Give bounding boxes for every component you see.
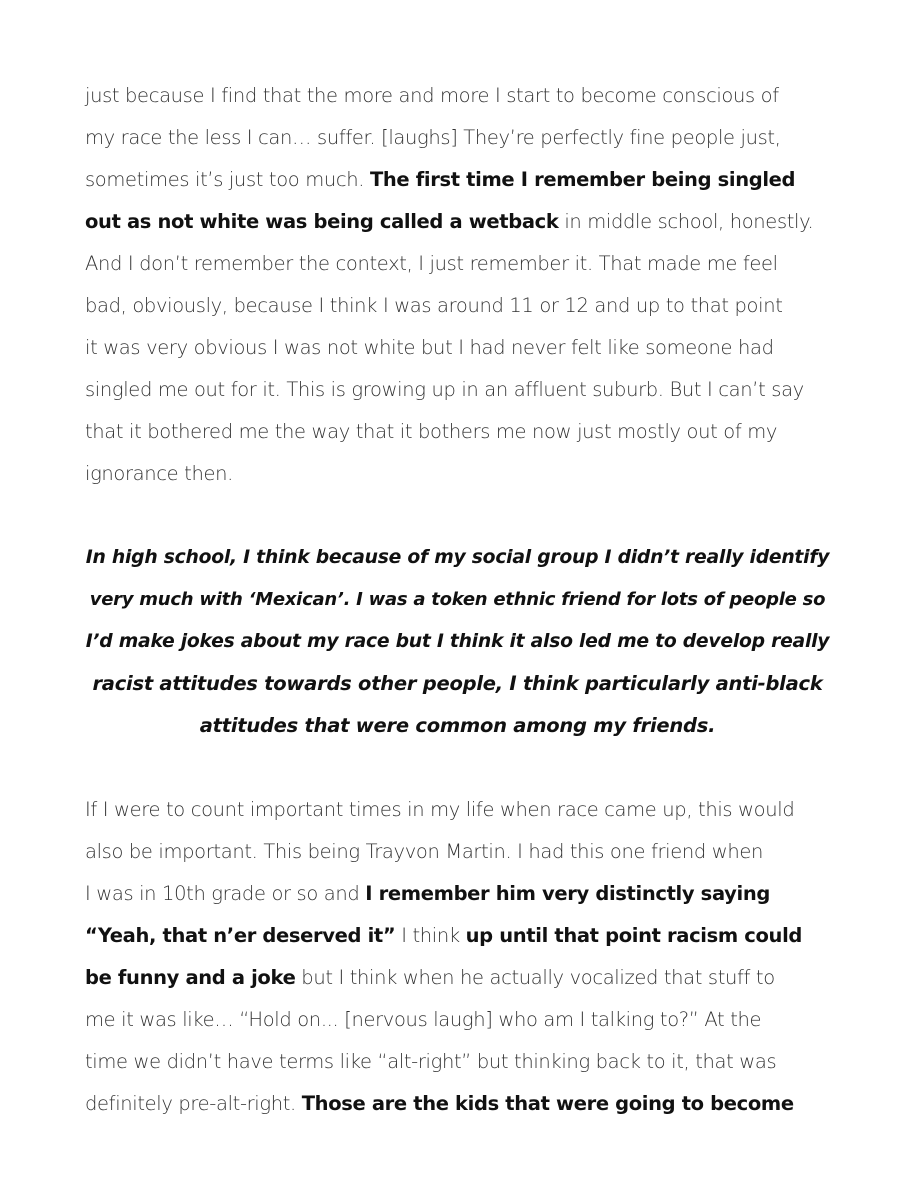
text-run: it was very obvious I was not white but I had never felt like someone had <box>85 336 774 359</box>
text-line <box>85 117 830 159</box>
text-line <box>85 915 830 957</box>
bold-text-run: “Yeah, that n’er deserved it” <box>85 924 396 947</box>
text-run: also be important. This being Trayvon Martin. I had this one friend when <box>85 840 764 863</box>
text-line <box>85 1041 830 1083</box>
text-run: time we didn’t have terms like “alt-right” but thinking back to it, that was <box>85 1050 777 1073</box>
quote-line: In high school, I think because of my social group I didn’t really identify <box>85 547 830 568</box>
text-line <box>85 831 830 873</box>
text-run: And I don’t remember the context, I just remember it. That made me feel <box>85 252 778 275</box>
text-run: that it bothered me the way that it bothers me now just mostly out of my <box>85 420 778 443</box>
text-line <box>85 75 830 117</box>
quote-line: I’d make jokes about my race but I think it also led me to develop really <box>85 631 830 652</box>
quote-line: very much with ‘Mexican’. I was a token ethnic friend for lots of people so <box>89 589 826 610</box>
text-run: just because I find that the more and more I start to become conscious of <box>85 84 779 107</box>
text-line <box>85 999 830 1041</box>
text-line <box>85 159 830 201</box>
bold-text-run: up until that point racism could <box>465 924 803 947</box>
text-line <box>85 957 830 999</box>
text-line <box>85 243 830 285</box>
text-line <box>85 1083 830 1125</box>
text-run: ignorance then. <box>85 462 233 485</box>
pull-quote <box>85 537 830 747</box>
text-run: sometimes it’s just too much. <box>85 168 370 191</box>
bold-text-run: out as not white was being called a wetback <box>85 210 559 233</box>
text-run: singled me out for it. This is growing up in an affluent suburb. But I can’t say <box>85 378 804 401</box>
text-run: If I were to count important times in my life when race came up, this would <box>85 798 795 821</box>
text-run: definitely pre-alt-right. <box>85 1092 302 1115</box>
document-page <box>85 75 830 1125</box>
bold-text-run: Those are the kids that were going to become <box>301 1092 794 1115</box>
text-line <box>85 411 830 453</box>
text-run: my race the less I can… suffer. [laughs] They’re perfectly fine people just, <box>85 126 781 149</box>
text-run: I was in 10th grade or so and <box>85 882 366 905</box>
paragraph-1 <box>85 75 830 495</box>
bold-text-run: The first time I remember being singled <box>369 168 796 191</box>
bold-text-run: I remember him very distinctly saying <box>365 882 770 905</box>
bold-text-run: be funny and a joke <box>85 966 296 989</box>
paragraph-spacer <box>85 495 830 537</box>
text-run: but I think when he actually vocalized that stuff to <box>295 966 775 989</box>
text-line <box>85 201 830 243</box>
text-line <box>85 327 830 369</box>
text-line <box>85 873 830 915</box>
quote-line: racist attitudes towards other people, I think particularly anti-black <box>92 672 823 695</box>
paragraph-2 <box>85 789 830 1125</box>
text-line <box>85 369 830 411</box>
text-line <box>85 789 830 831</box>
quote-line: attitudes that were common among my friends. <box>199 714 716 737</box>
text-line <box>85 285 830 327</box>
paragraph-spacer <box>85 747 830 789</box>
text-line <box>85 453 830 495</box>
text-run: me it was like… “Hold on... [nervous laugh] who am I talking to?” At the <box>85 1008 762 1031</box>
text-run: I think <box>395 924 466 947</box>
text-run: in middle school, honestly. <box>558 210 814 233</box>
text-run: bad, obviously, because I think I was around 11 or 12 and up to that point <box>85 294 783 317</box>
